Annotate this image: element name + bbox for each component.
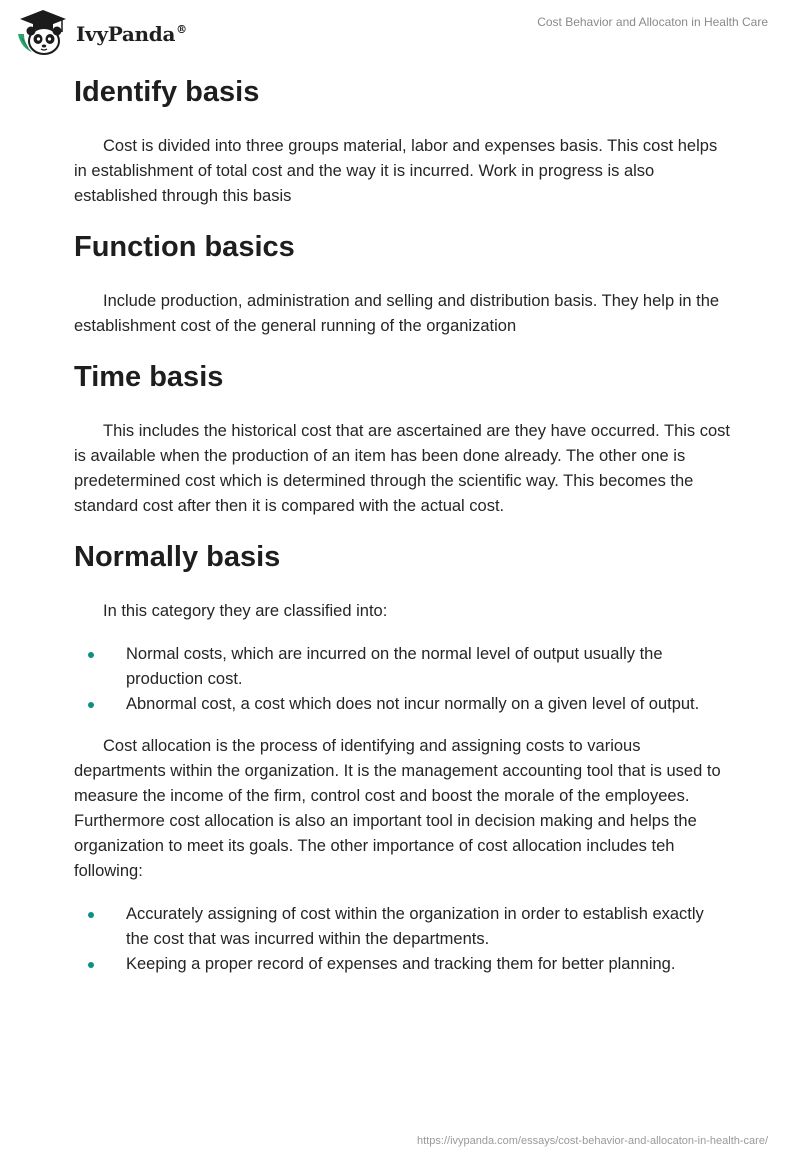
bullet-dot-icon — [88, 702, 94, 708]
list-item: Normal costs, which are incurred on the normal level of output usually the production cost. — [74, 642, 730, 692]
bullet-list-cost-types — [74, 642, 730, 717]
paragraph-time-basis: This includes the historical cost that are ascertained are they have occurred. This cost is available when the production of an item has been done already. The other one is predetermined cost which is determined through the scientific way. This becomes the standard cost after then it is compared with the actual cost. — [74, 422, 731, 515]
heading-normally-basis: Normally basis — [74, 541, 281, 573]
list-item: Accurately assigning of cost within the organization in order to establish exactly the cost that was incurred within the departments. — [74, 902, 730, 952]
list-item: Keeping a proper record of expenses and tracking them for better planning. — [74, 952, 730, 977]
panda-logo-icon — [14, 8, 72, 58]
brand-name: IvyPanda® — [76, 22, 187, 46]
paragraph-cost-allocation: Cost allocation is the process of identifying and assigning costs to various departments within the organization. It is the management accounting tool that is used to measure the income of the firm, control cost and boost the morale of the employees. Furthermore cost allocation is also an important tool in decision making and helps the organization to meet its goals. The other importance of cost allocation includes teh following: — [74, 737, 721, 880]
paragraph-identify-basis: Cost is divided into three groups material, labor and expenses basis. This cost helps in establishment of total cost and the way it is incurred. Work in progress is also established through this basis — [74, 137, 718, 205]
article-body — [74, 70, 730, 977]
heading-function-basics: Function basics — [74, 231, 295, 263]
paragraph-normally-intro: In this category they are classified into: — [103, 602, 388, 620]
page-header — [0, 0, 800, 60]
bullet-list-allocation-importance — [74, 902, 730, 977]
bullet-dot-icon — [88, 652, 94, 658]
bullet-dot-icon — [88, 912, 94, 918]
paragraph-function-basics: Include production, administration and selling and distribution basis. They help in the establishment cost of the general running of the organization — [74, 292, 720, 335]
bullet-dot-icon — [88, 962, 94, 968]
heading-time-basis: Time basis — [74, 361, 224, 393]
brand-logo[interactable] — [14, 8, 187, 58]
document-title: Cost Behavior and Allocaton in Health Care — [537, 15, 768, 29]
footer-source-url[interactable]: https://ivypanda.com/essays/cost-behavior-and-allocaton-in-health-care/ — [417, 1135, 768, 1147]
heading-identify-basis: Identify basis — [74, 76, 260, 108]
list-item: Abnormal cost, a cost which does not incur normally on a given level of output. — [74, 692, 730, 717]
